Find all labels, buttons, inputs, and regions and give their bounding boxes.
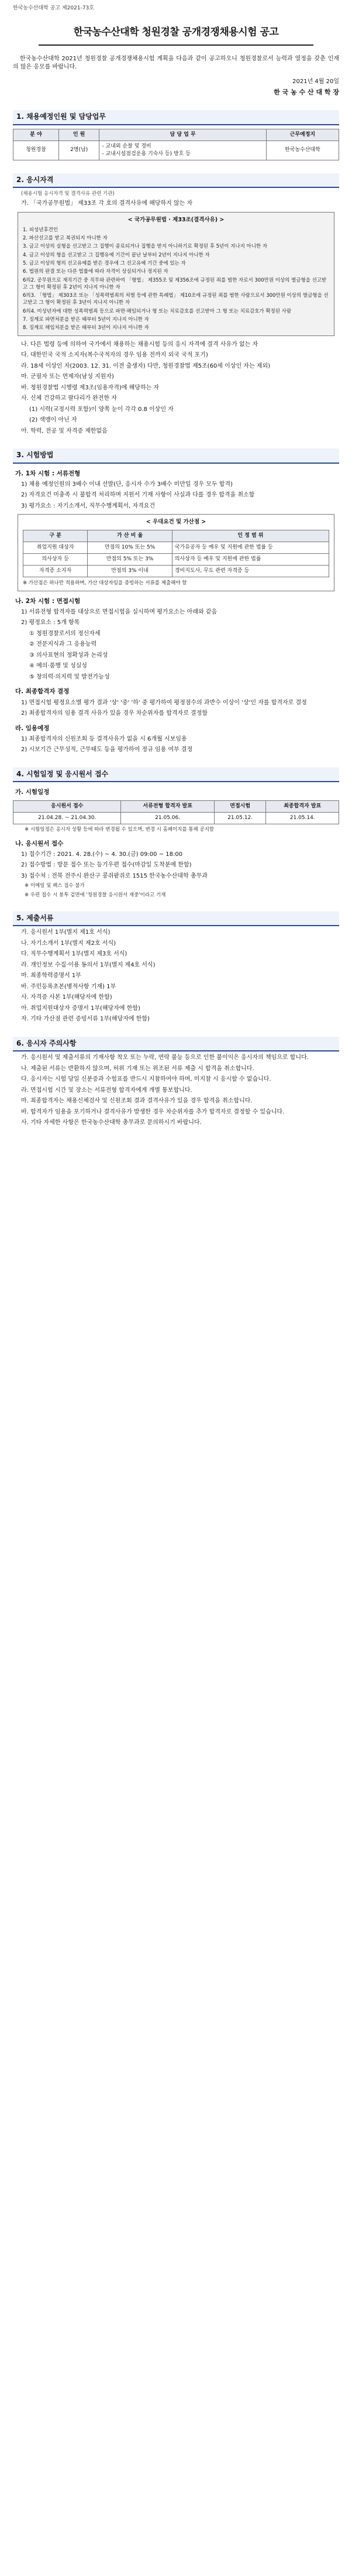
table-row	[23, 542, 329, 554]
section-1-title: 1. 채용예정인원 및 담당업무	[13, 110, 339, 125]
table-row	[23, 554, 329, 566]
doc-item: 사. 자격증 사본 1부(해당자에 한함)	[21, 994, 112, 1001]
apply-note-2: ※ 우편 접수 시 봉투 겉면에 '청원경찰 응시원서 재중'이라고 기재	[25, 892, 166, 898]
doc-item: 다. 직무수행계획서 1부(별지 제3호 서식)	[21, 951, 127, 958]
doc-item: 바. 주민등록초본(병적사항 기재) 1부	[21, 983, 116, 990]
issuer-name: 한 국 농 수 산 대 학 장	[274, 88, 339, 97]
bonus-table	[23, 530, 329, 577]
positions-table	[13, 129, 339, 160]
criteria-3: ③ 의사표현의 정확성과 논리성	[29, 652, 108, 659]
apply-place: 3) 접수처 : 전북 전주시 완산구 콩쥐팥쥐로 1515 한국농수산대학 총무과	[21, 872, 208, 879]
disq-line: 6의2. 공무원으로 재직기간 중 직무와 관련하여 「형법」 제355조 및 제356조에 규정된 죄를 범한 자로서 300만원 이상의 벌금형을 선고받고 그 형이 확정된 후 2년이 지나지 아니한 자	[23, 277, 327, 290]
s2-item-ga: 가. 「국가공무원법」 제33조 각 호의 결격사유에 해당하지 않는 자	[21, 200, 193, 207]
caution-item: 사. 기타 자세한 사항은 한국농수산대학 총무과로 문의하시기 바랍니다.	[21, 1119, 202, 1126]
criteria-2: ② 전문지식과 그 응용능력	[29, 641, 97, 648]
bonus-th: 가 산 비 율	[88, 530, 172, 542]
s2-item-sa-2: (2) 색맹이 아닌 자	[29, 417, 77, 424]
s2-item-ma: 마. 군필자 또는 면제자(남성 지원자)	[21, 374, 114, 381]
s3-1-1: 1) 채용 예정인원의 3배수 이내 선발(단, 응시자 수가 3배수 미만일 경우 모두 합격)	[21, 481, 233, 488]
schedule-cell: 21.05.14.	[266, 813, 339, 824]
bonus-th: 인 정 범 위	[172, 530, 329, 542]
disq-line: 6. 법원의 판결 또는 다른 법률에 따라 자격이 상실되거나 정지된 자	[23, 269, 168, 275]
bonus-box	[18, 514, 334, 591]
disq-line: 6의3. 「형법」 제303조 또는 「성폭력범죄의 처벌 등에 관한 특례법」 제10조에 규정된 죄를 범한 사람으로서 300만원 이상의 벌금형을 선고받고 그 형이 확정된 후 3년이 지나지 아니한 자	[23, 293, 329, 306]
doc-item: 라. 개인정보 수집·이용 동의서 1부(별지 제4호 서식)	[21, 961, 156, 968]
s3-1-3: 3) 평가요소 : 자기소개서, 직무수행계획서, 자격요건	[21, 502, 156, 509]
disq-line: 6의4. 미성년자에 대한 성폭력범죄 등으로 파면·해임되거나 형 또는 치료감호를 선고받아 그 형 또는 치료감호가 확정된 사람	[23, 308, 292, 314]
section-3-title: 3. 시험방법	[13, 448, 339, 463]
doc-item: 마. 최종학력증명서 1부	[21, 972, 81, 979]
notice-number: 한국농수산대학 공고 제2021-73호	[13, 5, 94, 11]
criteria-1: ① 청원경찰로서의 정신자세	[29, 630, 101, 637]
disq-line: 7. 징계로 파면처분을 받은 때부터 5년이 지나지 아니한 자	[23, 317, 149, 323]
cell-count: 2명(남)	[58, 141, 99, 160]
caution-item: 라. 면접시험 시간 및 장소는 서류전형 합격자에게 개별 통보합니다.	[21, 1087, 192, 1094]
bonus-th: 구 분	[23, 530, 88, 542]
bonus-cell: 만점의 3% 이내	[88, 566, 172, 577]
schedule-th: 면접시험	[214, 801, 266, 813]
cell-duty	[99, 141, 266, 160]
criteria-4: ④ 예의·품행 및 성실성	[29, 663, 87, 670]
bonus-cell: 만점의 5% 또는 3%	[88, 554, 172, 566]
th-place: 근무예정지	[266, 129, 339, 141]
s2-lead: (채용시험 응시자격 및 결격사유 관련 기관)	[21, 191, 115, 197]
th-field: 분 야	[13, 129, 59, 141]
schedule-th: 최종합격자 발표	[266, 801, 339, 813]
section-2-title: 2. 응시자격	[13, 173, 339, 188]
criteria-5: ⑤ 창의력·의지력 및 발전가능성	[29, 673, 110, 680]
lead-paragraph: 한국농수산대학 2021년 청원경찰 공개경쟁채용시험 계획을 다음과 같이 공고하오니 청원경찰로서 능력과 열정을 갖춘 인재의 많은 응모를 바랍니다.	[13, 55, 339, 71]
title-divider	[39, 44, 313, 46]
s3-3-1: 1) 면접시험 평정요소별 평가 결과 '상' '중' '하' 중 평가하여 평정점수의 과반수 이상이 '상'인 자를 합격자로 결정	[21, 699, 307, 706]
disqualification-box-title: < 국가공무원법 · 제33조(결격사유) >	[127, 216, 225, 223]
s3-step-1-title: 가. 1차 시험 : 서류전형	[15, 470, 81, 477]
bonus-cell: 국가유공자 등 예우 및 지원에 관한 법률 등	[172, 542, 329, 554]
section-4-title: 4. 시험일정 및 응시원서 접수	[13, 768, 339, 782]
apply-method: 2) 접수방법 : 방문 접수 또는 등기우편 접수(마감일 도착분에 한함)	[21, 862, 192, 869]
s2-item-ba: 바. 청원경찰법 시행령 제3조(임용자격)에 해당하는 자	[21, 384, 160, 391]
bonus-cell: 자격증 소지자	[23, 566, 88, 577]
caution-item: 가. 응시원서 및 제출서류의 기재사항 착오 또는 누락, 연락 불능 등으로 인한 불이익은 응시자의 책임으로 합니다.	[21, 1054, 309, 1061]
s2-item-sa-1: (1) 시력(교정시력 포함)이 양쪽 눈이 각각 0.8 이상인 자	[29, 406, 174, 413]
s2-item-sa: 사. 신체 건강하고 팔다리가 완전한 자	[21, 395, 117, 402]
disq-line: 2. 파산선고를 받고 복권되지 아니한 자	[23, 235, 108, 241]
s3-1-2: 2) 자격요건 미충족 시 불합격 처리하며 지원서 기재 사항이 사실과 다를 경우 합격을 취소함	[21, 492, 255, 499]
caution-item: 마. 최종합격자는 채용신체검사 및 신원조회 결과 결격사유가 있을 경우 합격을 취소합니다.	[21, 1098, 253, 1105]
caution-item: 바. 합격자가 임용을 포기하거나 결격사유가 발생한 경우 차순위자를 추가 합격자로 결정할 수 있습니다.	[21, 1108, 285, 1115]
schedule-th: 서류전형 합격자 발표	[121, 801, 214, 813]
disq-line: 5. 금고 이상의 형의 선고유예를 받은 경우에 그 선고유예 기간 중에 있는 자	[23, 260, 186, 266]
s3-2-2: 2) 평정요소 : 5개 항목	[21, 619, 80, 626]
th-duty: 담 당 업 무	[99, 129, 266, 141]
notice-date: 2021년 4월 20일	[292, 78, 339, 85]
caution-item: 나. 제출된 서류는 반환하지 않으며, 허위 기재 또는 위조된 서류 제출 시 합격을 취소합니다.	[21, 1065, 254, 1072]
duty-line-1: - 교내외 순찰 및 경비	[102, 143, 151, 149]
bonus-cell: 의사상자 등	[23, 554, 88, 566]
s2-item-ra: 라. 18세 이상인 자(2003. 12. 31. 이전 출생자) 다만, 청원경찰법 제5조(60세 이상인 자는 제외)	[21, 362, 271, 369]
doc-item: 가. 응시원서 1부(별지 제1호 서식)	[21, 929, 111, 936]
schedule-note: ※ 시험일정은 응시자 상황 등에 따라 변경될 수 있으며, 변경 시 홈페이지를 통해 공지함	[25, 827, 215, 833]
bonus-cell: 의사상자 등 예우 및 지원에 관한 법률	[172, 554, 329, 566]
disq-line: 8. 징계로 해임처분을 받은 때부터 3년이 지나지 아니한 자	[23, 325, 149, 331]
s3-4-2: 2) 시보기간 근무성적, 근무태도 등을 평가하여 정규 임용 여부 결정	[21, 746, 193, 753]
bonus-cell: 취업지원 대상자	[23, 542, 88, 554]
bonus-cell: 만점의 10% 또는 5%	[88, 542, 172, 554]
bonus-note: ※ 가산점은 하나만 적용하며, 가산 대상자임을 증빙하는 서류를 제출해야 함	[23, 580, 187, 587]
apply-period: 1) 접수기간 : 2021. 4. 28.(수) ~ 4. 30.(금) 09:00 ~ 18:00	[21, 851, 183, 858]
s3-step-2-title: 나. 2차 시험 : 면접시험	[15, 597, 81, 605]
s3-3-2: 2) 최종합격자의 임용 결격 사유가 있을 경우 차순위자를 합격자로 결정함	[21, 710, 208, 717]
s3-2-1: 1) 서류전형 합격자를 대상으로 면접시험을 실시하며 평가요소는 아래와 같음	[21, 608, 218, 615]
s2-item-na: 나. 다른 법령 등에 의하여 국가에서 채용하는 채용시험 등의 응시 자격에 결격 사유가 없는 자	[21, 341, 258, 348]
s3-4-1: 1) 최종합격자의 신원조회 등 결격사유가 없을 시 6개월 시보임용	[21, 735, 187, 742]
th-count: 인 원	[58, 129, 99, 141]
s4-apply-title: 나. 응시원서 접수	[15, 840, 64, 847]
schedule-cell: 21.05.12.	[214, 813, 266, 824]
table-row	[23, 566, 329, 577]
cell-field: 청원경찰	[13, 141, 59, 160]
section-6-title: 6. 응시자 주의사항	[13, 1037, 339, 1051]
disq-line: 3. 금고 이상의 실형을 선고받고 그 집행이 종료되거나 집행을 받지 아니하기로 확정된 후 5년이 지나지 아니한 자	[23, 244, 268, 250]
s3-step-4-title: 라. 임용예정	[15, 724, 50, 732]
doc-item: 자. 기타 가산점 관련 증빙서류 1부(해당자에 한함)	[21, 1016, 150, 1023]
disqualification-box	[18, 212, 334, 336]
s2-item-da: 다. 대한민국 국적 소지자(복수국적자의 경우 임용 전까지 외국 국적 포기)	[21, 352, 208, 359]
table-row	[13, 813, 339, 824]
schedule-cell: 21.05.06.	[121, 813, 214, 824]
doc-item: 아. 취업지원대상자 증명서 1부(해당자에 한함)	[21, 1005, 140, 1012]
section-5-title: 5. 제출서류	[13, 912, 339, 926]
schedule-th: 응시원서 접수	[13, 801, 121, 813]
page-title: 한국농수산대학 청원경찰 공개경쟁채용시험 공고	[73, 26, 279, 39]
disq-line: 1. 피성년후견인	[23, 227, 58, 233]
bonus-cell: 경비지도사, 무도 관련 자격증 등	[172, 566, 329, 577]
cell-place: 한국농수산대학	[266, 141, 339, 160]
s2-item-a: 아. 학력, 전공 및 자격증 제한없음	[21, 427, 108, 434]
schedule-cell: 21.04.28. ~ 21.04.30.	[13, 813, 121, 824]
schedule-table	[13, 800, 339, 824]
s3-step-3-title: 다. 최종합격자 결정	[15, 688, 70, 696]
caution-item: 다. 응시자는 시험 당일 신분증과 수험표를 반드시 지참하여야 하며, 미지참 시 응시할 수 없습니다.	[21, 1076, 271, 1083]
bonus-box-title: < 우대요건 및 가산점 >	[146, 519, 206, 526]
doc-item: 나. 자기소개서 1부(별지 제2호 서식)	[21, 940, 116, 947]
duty-line-2: - 교내시설점검운용 기숙사 등) 방호 등	[102, 150, 191, 157]
s4-schedule-title: 가. 시험일정	[15, 789, 50, 796]
apply-note-1: ※ 이메일 및 팩스 접수 불가	[25, 883, 85, 889]
disq-line: 4. 금고 이상의 형을 선고받고 그 집행유예 기간이 끝난 날부터 2년이 지나지 아니한 자	[23, 252, 210, 258]
